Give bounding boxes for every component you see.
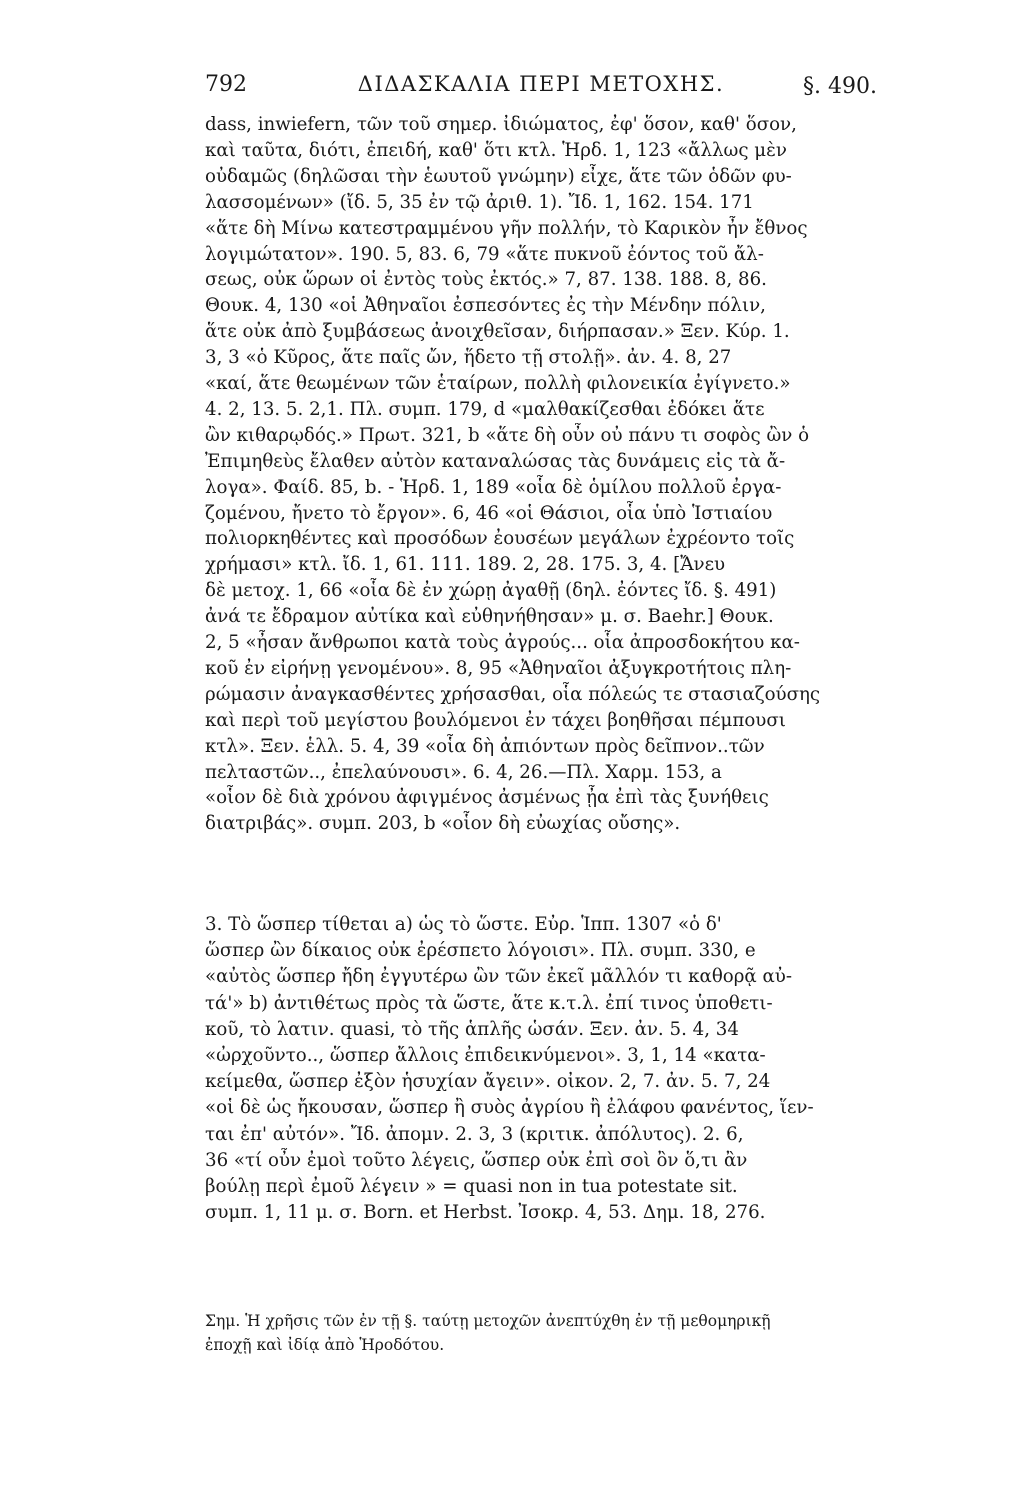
paragraph-line: ἀνά τε ἔδραμον αὐτίκα καὶ εὐθηνήθησαν» μ. σ. Baehr.] Θουκ. [205, 606, 774, 628]
page-header [205, 72, 877, 106]
paragraph-line: λασσομένων» (ἴδ. 5, 35 ἐν τῷ ἀριθ. 1). Ἴδ. 1, 162. 154. 171 [205, 191, 754, 213]
paragraph-line: καὶ ταῦτα, διότι, ἐπειδή, καθ' ὅτι κτλ. Ἡρδ. 1, 123 «ἄλλως μὲν [205, 139, 787, 161]
paragraph-line: κτλ». Ξεν. ἑλλ. 5. 4, 39 «οἷα δὴ ἀπιόντων πρὸς δεῖπνον..τῶν [205, 735, 765, 757]
section-number: §. 490. [803, 74, 877, 99]
paragraph-line: 2, 5 «ἦσαν ἄνθρωποι κατὰ τοὺς ἀγρούς... οἷα ἀπροσδοκήτου κα- [205, 632, 800, 653]
paragraph-line: «ὠρχοῦντο.., ὥσπερ ἄλλοις ἐπιδεικνύμενοι». 3, 1, 14 «κατα- [205, 1045, 766, 1066]
paragraph-line: Θουκ. 4, 130 «οἱ Ἀθηναῖοι ἐσπεσόντες ἐς τὴν Μένδην πόλιν, [205, 295, 766, 317]
paragraph-line: δὲ μετοχ. 1, 66 «οἷα δὲ ἐν χώρῃ ἀγαθῇ (δηλ. ἐόντες ἴδ. §. 491) [205, 580, 777, 602]
paragraph-line: ὥσπερ ὢν δίκαιος οὐκ ἐρέσπετο λόγοισι». Πλ. συμπ. 330, e [205, 940, 756, 962]
paragraph-line: συμπ. 1, 11 μ. σ. Born. et Herbst. Ἰσοκρ. 4, 53. Δημ. 18, 276. [205, 1202, 766, 1224]
paragraph-line: πολιορκηθέντες καὶ προσόδων ἐουσέων μεγάλων ἐχρέοντο τοῖς [205, 528, 795, 550]
paragraph-line: «ἅτε δὴ Μίνω κατεστραμμένου γῆν πολλήν, τὸ Καρικὸν ἦν ἔθνος [205, 217, 808, 239]
paragraph-line: 36 «τί οὖν ἐμοὶ τοῦτο λέγεις, ὥσπερ οὐκ ἐπὶ σοὶ ὂν ὅ,τι ἂν [205, 1149, 748, 1171]
paragraph-line: κοῦ, τὸ λατιν. quasi, τὸ τῆς ἁπλῆς ὡσάν. Ξεν. ἀν. 5. 4, 34 [205, 1018, 739, 1040]
paragraph-line: οὐδαμῶς (δηλῶσαι τὴν ἑωυτοῦ γνώμην) εἶχε, ἅτε τῶν ὁδῶν φυ- [205, 165, 792, 187]
paragraph-line: «οἷον δὲ διὰ χρόνου ἀφιγμένος ἀσμένως ᾖα ἐπὶ τὰς ξυνήθεις [205, 787, 769, 809]
paragraph-line: ρώμασιν ἀναγκασθέντες χρήσασθαι, οἷα πόλεώς τε στασιαζούσης [205, 683, 821, 705]
paragraph-line: «καί, ἅτε θεωμένων τῶν ἑταίρων, πολλὴ φιλονεικία ἐγίγνετο.» [205, 373, 791, 394]
paragraph-line: ζομένου, ἤνετο τὸ ἔργον». 6, 46 «οἱ Θάσιοι, οἷα ὑπὸ Ἱστιαίου [205, 502, 773, 524]
footnote-line: Σημ. Ἡ χρῆσις τῶν ἐν τῇ §. ταύτῃ μετοχῶν ἀνεπτύχθη ἐν τῇ μεθομηρικῇ [205, 1312, 771, 1330]
paragraph-line: σεως, οὐκ ὥρων οἱ ἐντὸς τοὺς ἐκτός.» 7, 87. 138. 188. 8, 86. [205, 269, 767, 291]
paragraph-line: dass, inwiefern, τῶν τοῦ σημερ. ἰδιώματος, ἐφ' ὅσον, καθ' ὅσον, [205, 114, 797, 135]
paragraph-line: ὢν κιθαρῳδός.» Πρωτ. 321, b «ἅτε δὴ οὖν οὐ πάνυ τι σοφὸς ὢν ὁ [205, 424, 810, 446]
paragraph-line: 3, 3 «ὁ Κῦρος, ἅτε παῖς ὤν, ἥδετο τῇ στολῇ». ἀν. 4. 8, 27 [205, 347, 732, 369]
paragraph-line: χρήμασι» κτλ. ἴδ. 1, 61. 111. 189. 2, 28. 175. 3, 4. [Ἄνευ [205, 554, 726, 576]
paragraph-line: πελταστῶν.., ἐπελαύνουσι». 6. 4, 26.—Πλ. Χαρμ. 153, a [205, 761, 722, 783]
paragraph-line: ται ἐπ' αὐτόν». Ἴδ. ἀπομν. 2. 3, 3 (κριτικ. ἀπόλυτος). 2. 6, [205, 1123, 744, 1145]
paragraph-line: κείμεθα, ὥσπερ ἐξὸν ἡσυχίαν ἄγειν». οἰκον. 2, 7. ἀν. 5. 7, 24 [205, 1071, 771, 1093]
paragraph-line: «αὐτὸς ὥσπερ ἤδη ἐγγυτέρω ὢν τῶν ἐκεῖ μᾶλλόν τι καθορᾷ αὐ- [205, 966, 792, 988]
running-title: ΔΙΔΑΣΚΑΛΙΑ ΠΕΡΙ ΜΕΤΟΧΗΣ. [357, 72, 725, 96]
paragraph-line: 4. 2, 13. 5. 2,1. Πλ. συμπ. 179, d «μαλθακίζεσθαι ἐδόκει ἅτε [205, 398, 765, 420]
paragraph-line: λογιμώτατον». 190. 5, 83. 6, 79 «ἅτε πυκνοῦ ἐόντος τοῦ ἄλ- [205, 243, 764, 265]
paragraph-line: διατριβάς». συμπ. 203, b «οἷον δὴ εὐωχίας οὔσης». [205, 813, 681, 835]
paragraph-line: κοῦ ἐν εἰρήνῃ γενομένου». 8, 95 «Ἀθηναῖοι ἀξυγκροτήτοις πλη- [205, 657, 792, 679]
paragraph-line: 3. Τὸ ὥσπερ τίθεται a) ὡς τὸ ὥστε. Εὐρ. Ἱππ. 1307 «ὁ δ' [205, 914, 722, 935]
paragraph-line: τά'» b) ἀντιθέτως πρὸς τὰ ὥστε, ἅτε κ.τ.λ. ἐπί τινος ὑποθετι- [205, 992, 773, 1014]
paragraph-line: Ἐπιμηθεὺς ἔλαθεν αὐτὸν καταναλώσας τὰς δυνάμεις εἰς τὰ ἄ- [205, 450, 786, 472]
paragraph-line: «οἱ δὲ ὡς ἤκουσαν, ὥσπερ ἢ συὸς ἀγρίου ἢ ἐλάφου φανέντος, ἵεν- [205, 1097, 814, 1119]
footnote-line: ἐποχῇ καὶ ἰδίᾳ ἀπὸ Ἡροδότου. [205, 1336, 445, 1354]
page-number: 792 [205, 72, 247, 97]
paragraph-line: καὶ περὶ τοῦ μεγίστου βουλόμενοι ἐν τάχει βοηθῆσαι πέμπουσι [205, 709, 786, 731]
paragraph-line: λογα». Φαίδ. 85, b. - Ἡρδ. 1, 189 «οἷα δὲ ὁμίλου πολλοῦ ἐργα- [205, 476, 782, 498]
paragraph-line: βούλῃ περὶ ἐμοῦ λέγειν » = quasi non in tua potestate sit. [205, 1176, 738, 1197]
paragraph-line: ἅτε οὐκ ἀπὸ ξυμβάσεως ἀνοιχθεῖσαν, διήρπασαν.» Ξεν. Κύρ. 1. [205, 321, 790, 343]
